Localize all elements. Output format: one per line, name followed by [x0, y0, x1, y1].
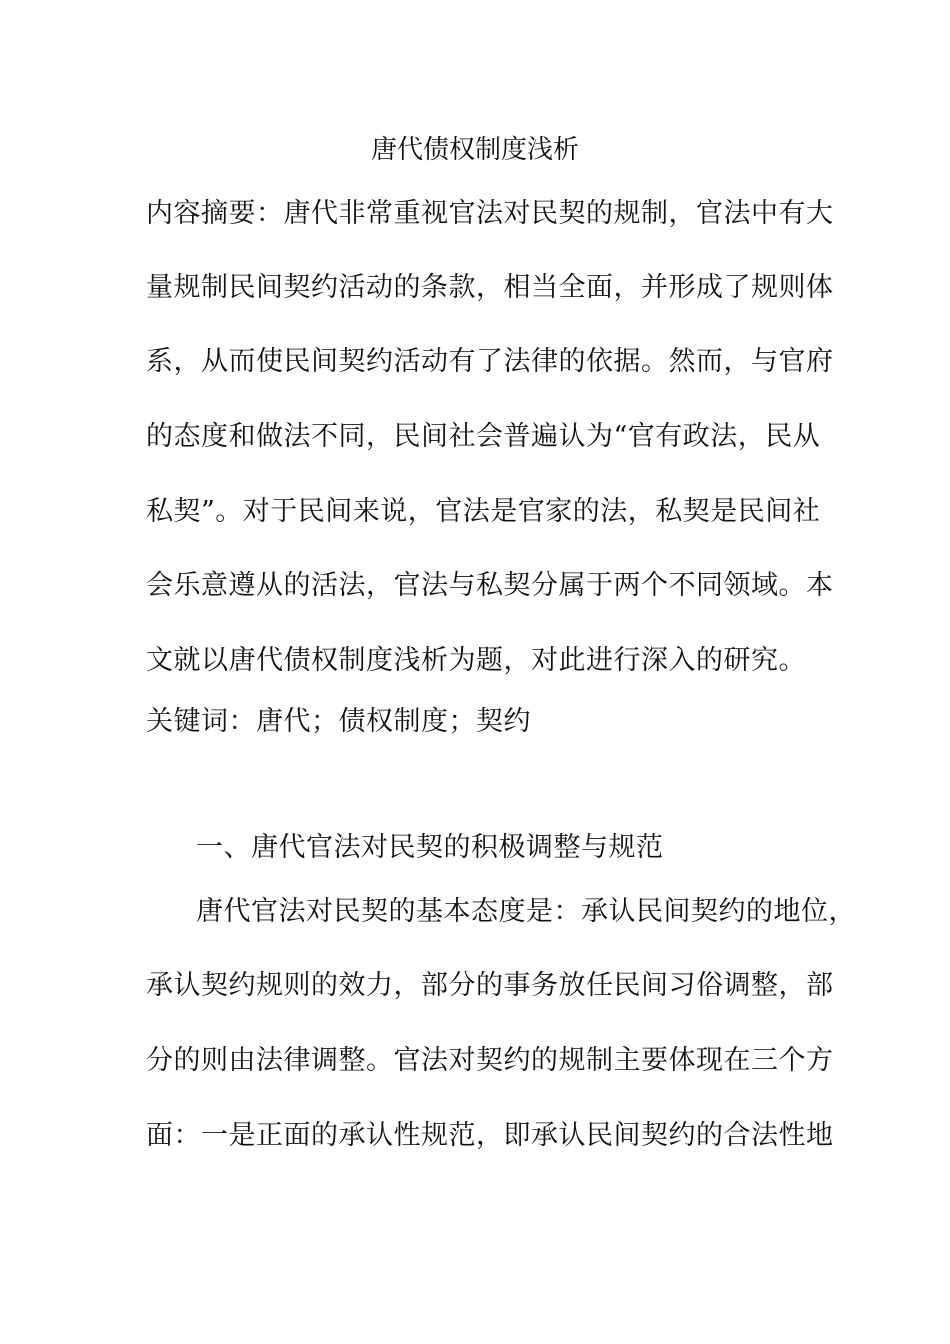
- document-title: 唐代债权制度浅析: [370, 135, 579, 165]
- abstract-line-1: 内容摘要：唐代非常重视官法对民契的规制，官法中有大: [146, 198, 834, 229]
- keywords-line: 关键词：唐代；债权制度；契约: [146, 706, 531, 737]
- abstract-line-2: 量规制民间契约活动的条款，相当全面，并形成了规则体: [146, 272, 834, 303]
- body-line-3: 分的则由法律调整。官法对契约的规制主要体现在三个方: [146, 1045, 834, 1076]
- body-line-2: 承认契约规则的效力，部分的事务放任民间习俗调整，部: [146, 970, 834, 1001]
- abstract-line-4: 的态度和做法不同，民间社会普遍认为“官有政法，民从: [146, 421, 821, 452]
- body-line-1: 唐代官法对民契的基本态度是：承认民间契约的地位，: [196, 896, 856, 927]
- abstract-line-6: 会乐意遵从的活法，官法与私契分属于两个不同领域。本: [146, 570, 834, 601]
- section-heading: 一、唐代官法对民契的积极调整与规范: [196, 832, 664, 863]
- abstract-line-3: 系，从而使民间契约活动有了法律的依据。然而，与官府: [146, 346, 834, 377]
- abstract-line-7: 文就以唐代债权制度浅析为题，对此进行深入的研究。: [146, 645, 806, 676]
- abstract-line-5: 私契”。对于民间来说，官法是官家的法，私契是民间社: [146, 496, 821, 527]
- body-line-4: 面：一是正面的承认性规范，即承认民间契约的合法性地: [146, 1120, 834, 1151]
